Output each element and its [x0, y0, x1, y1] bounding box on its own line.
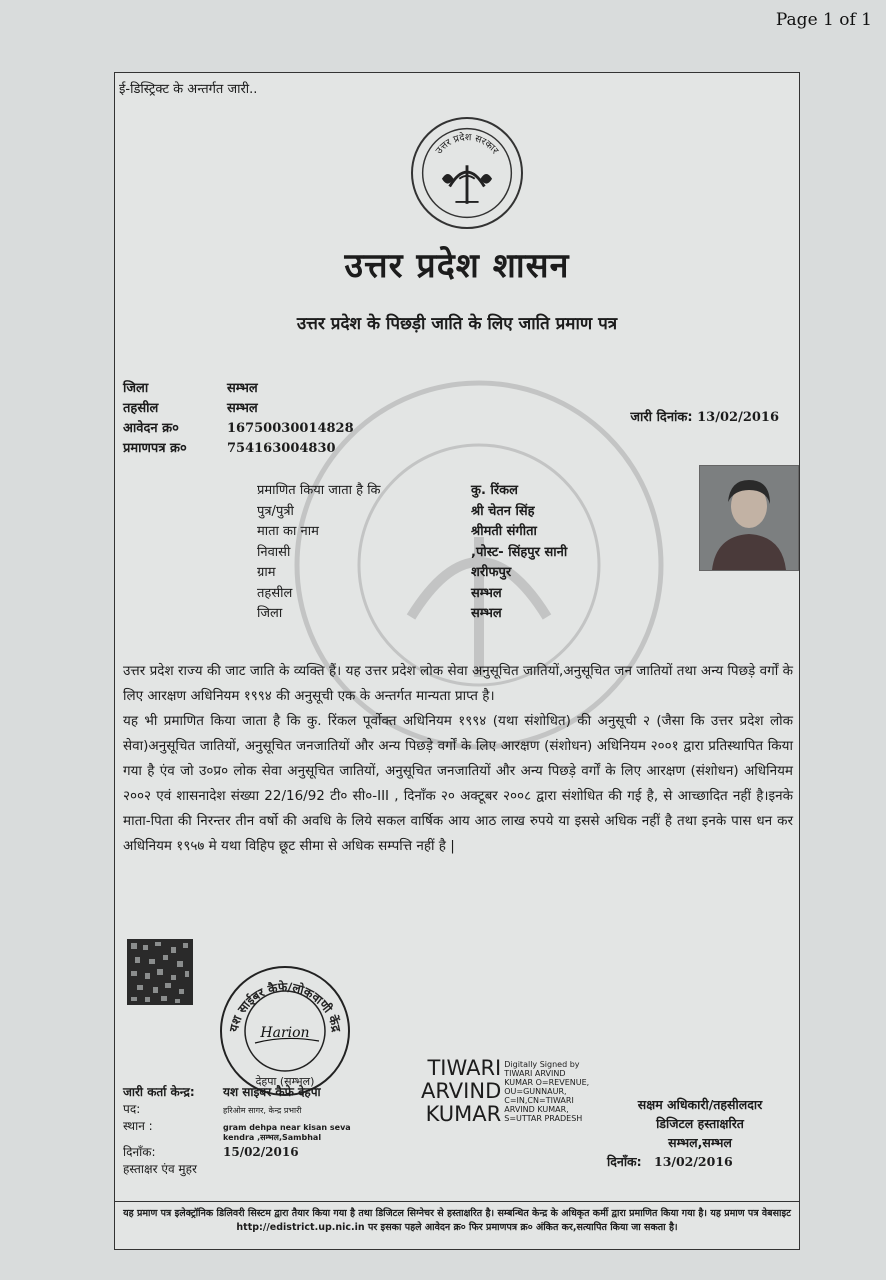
tehsil-value: सम्भल	[227, 401, 258, 416]
signer-name-line: ARVIND	[421, 1079, 502, 1103]
meta-values	[227, 379, 354, 459]
center-value: यश साइबर कैफे देहपा	[223, 1085, 321, 1099]
signature-info-line: OU=GUNNAUR,	[504, 1087, 567, 1096]
detail-row	[257, 481, 567, 502]
up-government-emblem-icon	[411, 117, 523, 229]
signature-info-line: S=UTTAR PRADESH	[504, 1114, 583, 1123]
district-label: जिला	[123, 381, 149, 396]
detail-label: पुत्र/पुत्री	[257, 503, 294, 519]
authority-date	[607, 1153, 733, 1170]
signature-info-line: ARVIND KUMAR,	[504, 1105, 569, 1114]
application-number-value: 16750030014828	[227, 421, 354, 436]
detail-row	[257, 604, 567, 625]
detail-value: सम्भल	[471, 585, 502, 601]
handwritten-signature: Harion	[260, 1025, 310, 1041]
signature-info	[504, 1060, 600, 1123]
certificate-body	[123, 659, 793, 859]
authority-title: सक्षम अधिकारी/तहसीलदार	[637, 1097, 763, 1112]
detail-value: सम्भल	[471, 606, 502, 621]
qr-code-icon	[127, 939, 193, 1005]
signature-info-line: TIWARI ARVIND	[504, 1069, 566, 1078]
certificate-title: उत्तर प्रदेश शासन	[344, 246, 570, 286]
meta-labels	[123, 379, 187, 459]
signer-name-line: KUMAR	[425, 1102, 502, 1126]
stamp-bottom-text: देहपा (सम्भल)	[255, 1075, 315, 1088]
applicant-photo	[699, 465, 799, 571]
authority-date-label: दिनाँक:	[607, 1154, 642, 1169]
post-value: हरिओम सागर, केन्द्र प्रभारी	[223, 1106, 302, 1115]
signer-name-line: TIWARI	[427, 1056, 502, 1080]
detail-value: कु. रिंकल	[471, 483, 518, 498]
issuer-date-label: दिनाँक:	[123, 1145, 156, 1159]
signature-info-line: Digitally Signed by	[504, 1060, 580, 1069]
header-note: ई-डिस्ट्रिक्ट के अन्तर्गत जारी..	[119, 82, 258, 97]
center-stamp-icon	[215, 961, 355, 1101]
detail-value: शरीफपुर	[471, 565, 512, 580]
detail-row	[257, 522, 567, 543]
verification-footer: यह प्रमाण पत्र इलेक्ट्रॉनिक डिलिवरी सिस्टम द्वारा तैयार किया गया है तथा डिजिटल सिग्नेचर से हस्ताक्षरित है। सम्बन्धित केन्द्र के अधिकृत कर्मी द्वारा प्रमाणित किया गया है। यह प्रमाण पत्र वेबसाइट http://edistrict.up.nic.in पर इसका पहले आवेदन क्र० फिर प्रमाणपत्र क्र० अंकित कर,सत्यापित किया जा सकता है।	[115, 1201, 799, 1249]
signature-info-line: KUMAR O=REVENUE,	[504, 1078, 590, 1087]
authority-signed: डिजिटल हस्ताक्षरित	[656, 1116, 744, 1131]
body-paragraph-2: यह भी प्रमाणित किया जाता है कि कु. रिंकल पूर्वोक्त अधिनियम १९९४ (यथा संशोधित) की अनुसूची २ (जैसा कि उत्तर प्रदेश लोक सेवा)अनुसूचित जातियों, अनुसूचित जनजातियों और अन्य पिछड़े वर्गों के लिए आरक्षण (संशोधन) अधिनियम २००१ द्वारा प्रतिस्थापित किया गया है एंव जो उ०प्र० लोक सेवा अनुसूचित जातियों, अनुसूचित जनजातियों और अन्य पिछड़े वर्गों के लिए आरक्षण (संशोधन) अधिनियम २००२ एवं शासनादेश संख्या 22/16/92 टी० सी०-III , दिनाँक २० अक्टूबर २००८ द्वारा संशोधित की गई है, से आच्छादित नहीं है।इनके माता-पिता की निरन्तर तीन वर्षो की अवधि के लिये सकल वार्षिक आय आठ लाख रुपये या इससे अधिक नहीं है तथा इनके पास धन कर अधिनियम १९५७ मे यथा विहिप छूट सीमा से अधिक सम्पत्ति नहीं है |	[123, 713, 793, 854]
person-details	[257, 481, 567, 625]
authority-date-value: 13/02/2016	[654, 1154, 733, 1169]
authority-location: सम्भल,सम्भल	[668, 1135, 732, 1150]
stamp-text: यश साईबर कैफे/लोकवाणी केंद्र	[226, 979, 344, 1033]
issue-date-value: 13/02/2016	[697, 410, 779, 425]
issuing-center	[123, 1083, 353, 1177]
body-paragraph-1: उत्तर प्रदेश राज्य की जाट जाति के व्यक्ति हैं। यह उत्तर प्रदेश लोक सेवा अनुसूचित जातियों,अनुसूचित जन जातियों तथा अन्य पिछड़े वर्गों के लिए आरक्षण अधिनियम १९९४ की अनुसूची एक के अन्तर्गत मान्यता प्राप्त है।	[123, 663, 793, 704]
signature-info-line: C=IN,CN=TIWARI	[504, 1096, 574, 1105]
signature-seal-label: हस्ताक्षर एंव मुहर	[123, 1162, 197, 1176]
competent-authority	[605, 1095, 795, 1152]
digital-signature	[421, 1057, 600, 1126]
emblem-text: उत्तर प्रदेश सरकार	[433, 132, 501, 157]
page-number: Page 1 of 1	[775, 10, 872, 30]
detail-row	[257, 563, 567, 584]
application-number-label: आवेदन क्र०	[123, 421, 179, 436]
place-label: स्थान :	[123, 1119, 153, 1133]
detail-label: निवासी	[257, 544, 291, 560]
signer-name	[421, 1057, 504, 1126]
district-value: सम्भल	[227, 381, 258, 396]
tehsil-label: तहसील	[123, 401, 159, 416]
place-value: gram dehpa near kisan seva kendra ,सम्भल,Sambhal	[223, 1123, 351, 1142]
detail-label: प्रमाणित किया जाता है कि	[257, 483, 381, 498]
certificate-number-value: 754163004830	[227, 441, 336, 456]
detail-value: ,पोस्ट- सिंहपुर सानी	[471, 544, 568, 560]
detail-label: ग्राम	[257, 565, 276, 580]
detail-row	[257, 584, 567, 605]
detail-row	[257, 502, 567, 523]
caste-certificate	[114, 72, 800, 1250]
detail-label: जिला	[257, 606, 283, 621]
issue-date	[630, 407, 779, 425]
post-label: पद:	[123, 1102, 141, 1116]
detail-value: श्रीमती संगीता	[471, 524, 537, 539]
certificate-subtitle: उत्तर प्रदेश के पिछड़ी जाति के लिए जाति प्रमाण पत्र	[296, 314, 618, 334]
detail-row	[257, 543, 567, 564]
center-label: जारी कर्ता केन्द्र:	[123, 1085, 195, 1099]
issuer-date-value: 15/02/2016	[223, 1145, 299, 1159]
detail-label: माता का नाम	[257, 524, 319, 539]
issue-date-label: जारी दिनांक:	[630, 410, 693, 425]
detail-value: श्री चेतन सिंह	[471, 503, 535, 519]
detail-label: तहसील	[257, 585, 293, 601]
certificate-number-label: प्रमाणपत्र क्र०	[123, 441, 187, 456]
